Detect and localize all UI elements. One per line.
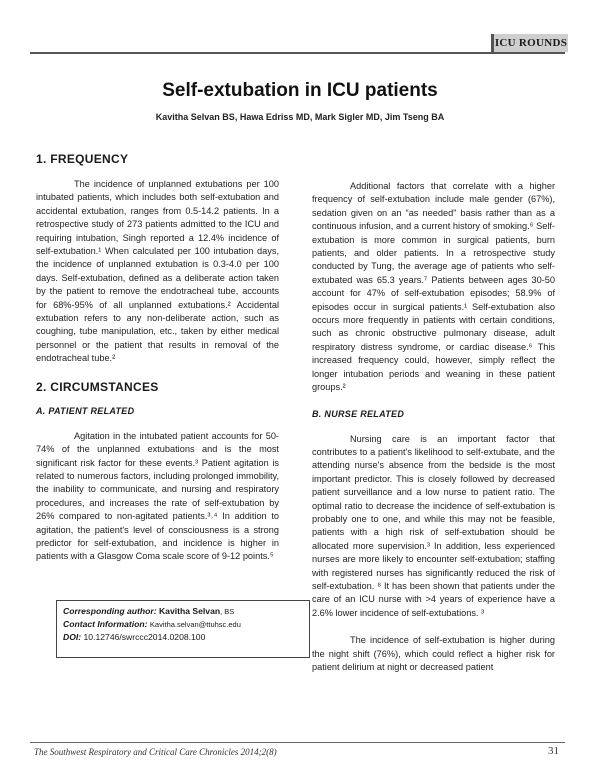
paragraph-nurse-related: Nursing care is an important factor that contributes to a patient's likelihood to self-extubate, and the attending nurse's absence from the bedside is the most important predictor. This is closely followed by decreased patient surveillance and a low nurse to patient ratio. The optimal ratio to decrease the incidence of self-extubation is probably one to one, and while this may not be feasible, patients with a high risk of self-extubation should be allocated more supervision.³ In addition, less experienced nurses are more likely to encounter self-extubation; staffing with registered nurses has significantly reduced the risk of self-extubation. ⁸ It has been shown that patients under the care of an ICU nurse with >4 years of experience have a 2.6% lower incidence of self-extubations. ³ [312,433,555,618]
doi-line [63,631,303,643]
paragraph-night-shift: The incidence of self-extubation is higher during the night shift (76%), which could reflect a higher risk for patient delirium at night or decreased patient [312,635,555,672]
journal-citation: The Southwest Respiratory and Critical Care Chronicles 2014;2(8) [34,747,277,757]
paragraph-additional-factors: Additional factors that correlate with a higher frequency of self-extubation include male gender (67%), sedation given on an “as needed” basis rather than as a continuous infusion, and a current history of smoking.⁶ Self-extubation is more common in surgical patients, burn patients, and older patients. In a retrospective study conducted by Tung, the average age of patients who self-extubated was 65.3 years.⁷ Patients between ages 30-50 account for 47% of self-extubation episodes; 58.9% of episodes occur in surgical patients.¹ Self-extubation also occurs more frequently in patients with certain conditions, such as chronic obstructive pulmonary disease, adult respiratory distress syndrome, or cardiac disease.⁶ This increased frequency could, however, simply reflect the longer intubation periods and weaning in these patient groups.² [312,181,555,393]
correspondence-box [56,600,310,658]
section-heading-frequency: 1. FREQUENCY [36,152,129,166]
section-heading-circumstances: 2. CIRCUMSTANCES [36,379,159,394]
contact-line [63,618,303,631]
doi-label: DOI: [63,632,82,642]
footer-rule [30,742,565,743]
contact-label: Contact Information: [63,619,148,629]
contact-email[interactable]: Kavitha.selvan@ttuhsc.edu [149,620,241,629]
paragraph-patient-related: Agitation in the intubated patient accounts for 50-74% of the unplanned extubations and is the most significant risk factor for these events.³ Patient agitation is related to numerous factors, including prolonged immobility, the inability to communicate, and nursing and respiratory procedures, and increases the rate of self-extubation by 26% compared to non-agitated patients.³˒⁴ In addition to agitation, the patient's level of consciousness is a strong predictor for self-extubation, and incidence is higher in patients with a Glasgow Coma scale score of 9-12 points.⁵ [36,430,279,562]
corresponding-author-name: Kavitha Selvan [158,606,221,616]
subheading-nurse-related: B. NURSE RELATED [312,408,405,419]
header-rule [30,52,565,54]
section-tag [491,34,568,52]
doi-link[interactable]: 10.12746/swrccc2014.0208.100 [83,632,206,642]
subheading-patient-related: A. PATIENT RELATED [36,405,135,416]
corresponding-author-line [63,605,303,618]
page-number: 31 [548,745,559,757]
right-column [312,180,555,688]
section-tag-label: ICU ROUNDS [494,37,568,49]
corresponding-author-degree: , BS [220,607,235,616]
article-title: Self-extubation in ICU patients [162,80,438,101]
left-column [36,152,279,578]
corresponding-author-label: Corresponding author: [63,606,157,616]
paragraph-frequency: The incidence of unplanned extubations per 100 intubated patients, which includes both self-extubation and accidental extubation, ranges from 0.5-14.2 patients. In a retrospective study of 273 patients admitted to the ICU and requiring intubation, Singh reported a 12.4% incidence of self-extubation.¹ When calculated per 100 intubation days, the incidence of unplanned extubation is 0.3-4.0 per 100 days. Self-extubation, defined as a deliberate action taken by the patient to remove the endotracheal tube, accounts for 68%-95% of all unplanned extubations.² Accidental extubation refers to any non-deliberate action, such as coughing, tube manipulation, etc., taken by either medical personnel or the patient that results in removal of the endotracheal tube.² [36,179,279,364]
author-list: Kavitha Selvan BS, Hawa Edriss MD, Mark Sigler MD, Jim Tseng BA [155,112,445,122]
